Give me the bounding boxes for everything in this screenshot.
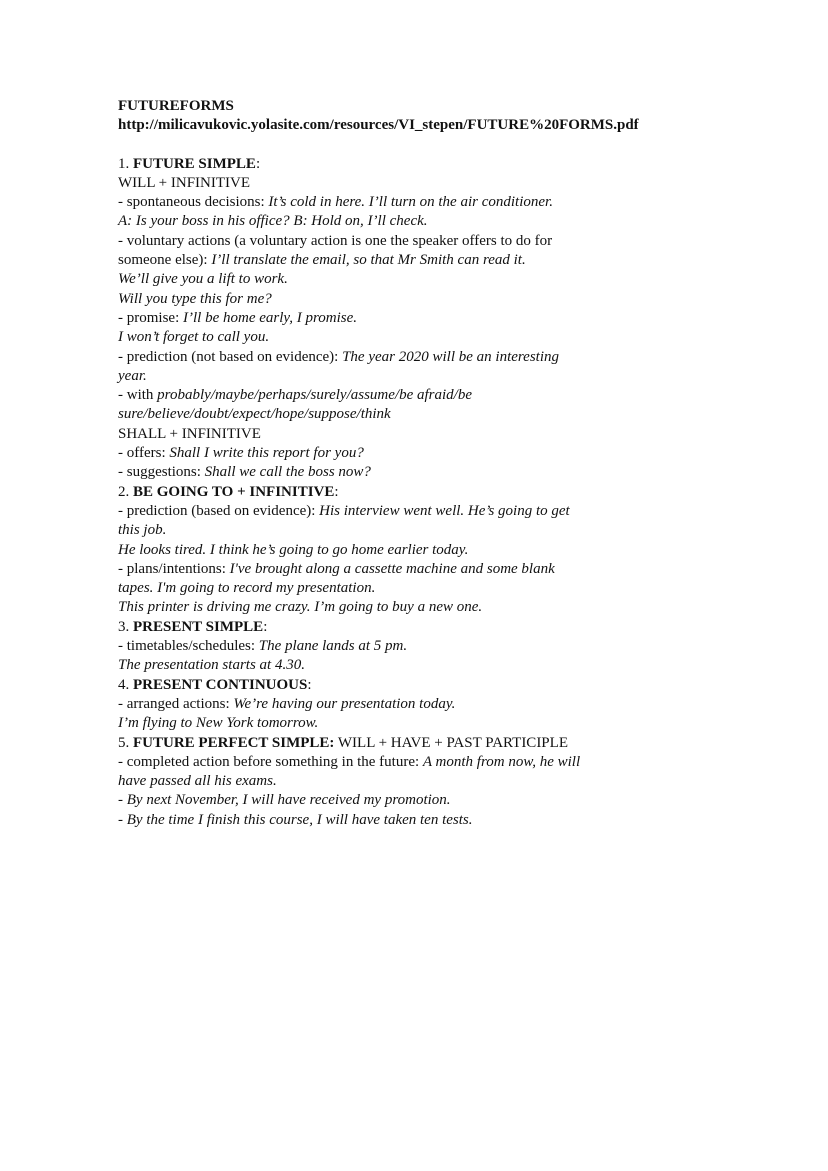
document-body — [118, 97, 718, 830]
section-5-heading — [118, 734, 718, 753]
section-number: 1. — [118, 155, 133, 172]
usage-label: - with — [118, 387, 158, 404]
example: This printer is driving me crazy. I’m going to buy a new one. — [118, 599, 483, 616]
example: Shall we call the boss now? — [204, 464, 371, 481]
example: I've brought along a cassette machine and some blank — [229, 560, 555, 577]
example-line — [118, 541, 718, 560]
usage-arranged — [118, 695, 718, 714]
usage-promise — [118, 309, 718, 328]
usage-spontaneous — [118, 193, 718, 212]
section-3-heading — [118, 618, 718, 637]
usage-label: - spontaneous decisions: — [118, 194, 269, 211]
usage-label: - completed action before something in the future: — [118, 753, 423, 770]
usage-label: - timetables/schedules: — [118, 638, 259, 655]
example: He looks tired. I think he’s going to go home earlier today. — [118, 541, 469, 558]
example: We’re having our presentation today. — [233, 695, 456, 712]
usage-label: - arranged actions: — [118, 695, 234, 712]
example-line — [118, 270, 718, 289]
example: Shall I write this report for you? — [169, 445, 364, 462]
example-line — [118, 772, 718, 791]
usage-voluntary: - voluntary actions (a voluntary action is one the speaker offers to do for — [118, 232, 553, 249]
usage-offers — [118, 444, 718, 463]
usage-plans — [118, 560, 718, 579]
example: probably/maybe/perhaps/surely/assume/be afraid/be — [157, 387, 472, 404]
example: tapes. I'm going to record my presentation. — [118, 580, 376, 597]
example-line — [118, 714, 718, 733]
usage-label: - prediction (based on evidence): — [118, 502, 320, 519]
usage-with-words — [118, 386, 718, 405]
example: The year 2020 will be an interesting — [342, 348, 560, 365]
heading-colon: : — [263, 618, 268, 635]
example: Will you type this for me? — [118, 290, 272, 307]
formula: WILL + HAVE + PAST PARTICIPLE — [334, 734, 568, 751]
usage-label: - plans/intentions: — [118, 560, 230, 577]
usage-suggestions — [118, 463, 718, 482]
example: - By the time I finish this course, I will have taken ten tests. — [118, 811, 473, 828]
usage-completed — [118, 753, 718, 772]
example: I’ll be home early, I promise. — [183, 309, 357, 326]
usage-label: - promise: — [118, 309, 183, 326]
usage-label: - prediction (not based on evidence): — [118, 348, 343, 365]
example: It’s cold in here. I’ll turn on the air conditioner. — [268, 194, 553, 211]
usage-label: someone else): — [118, 252, 212, 269]
section-number: 5. — [118, 734, 133, 751]
section-title: PRESENT SIMPLE — [133, 618, 264, 635]
example-line — [118, 811, 718, 830]
section-title: BE GOING TO + INFINITIVE — [133, 483, 335, 500]
usage-prediction — [118, 348, 718, 367]
example: A month from now, he will — [422, 753, 581, 770]
example: We’ll give you a lift to work. — [118, 271, 288, 288]
example: The plane lands at 5 pm. — [258, 638, 408, 655]
usage-timetables — [118, 637, 718, 656]
example-line — [118, 598, 718, 617]
example-line — [118, 328, 718, 347]
source-url: http://milicavukovic.yolasite.com/resources/VI_stepen/FUTURE%20FORMS.pdf — [118, 117, 639, 134]
example: sure/believe/doubt/expect/hope/suppose/think — [118, 406, 391, 423]
example: this job. — [118, 522, 167, 539]
example-line — [118, 290, 718, 309]
usage-label: - offers: — [118, 445, 170, 462]
section-title: FUTURE PERFECT SIMPLE: — [133, 734, 335, 751]
example-line — [118, 405, 718, 424]
section-4-heading — [118, 676, 718, 695]
formula-will-infinitive: WILL + INFINITIVE — [118, 174, 251, 191]
example-line — [118, 212, 718, 231]
usage-voluntary-cont — [118, 251, 718, 270]
example: I’ll translate the email, so that Mr Smith can read it. — [211, 252, 526, 269]
example-line — [118, 791, 718, 810]
example: have passed all his exams. — [118, 773, 277, 790]
formula-shall-infinitive: SHALL + INFINITIVE — [118, 425, 261, 442]
section-number: 2. — [118, 483, 133, 500]
example: I won’t forget to call you. — [118, 329, 270, 346]
usage-prediction-evidence — [118, 502, 718, 521]
example-line — [118, 367, 718, 386]
example: A: Is your boss in his office? B: Hold on, I’ll check. — [118, 213, 428, 230]
example-line — [118, 656, 718, 675]
heading-colon: : — [334, 483, 339, 500]
example: His interview went well. He’s going to get — [319, 502, 570, 519]
example: year. — [118, 367, 147, 384]
section-number: 3. — [118, 618, 133, 635]
example-line — [118, 579, 718, 598]
section-number: 4. — [118, 676, 133, 693]
section-1-heading — [118, 155, 718, 174]
usage-label: - suggestions: — [118, 464, 205, 481]
example-line — [118, 521, 718, 540]
example: - By next November, I will have received my promotion. — [118, 792, 451, 809]
heading-colon: : — [255, 155, 261, 172]
section-2-heading — [118, 483, 718, 502]
section-title: PRESENT CONTINUOUS — [133, 676, 308, 693]
section-title: FUTURE SIMPLE — [133, 155, 256, 172]
example: I’m flying to New York tomorrow. — [118, 715, 319, 732]
example: The presentation starts at 4.30. — [118, 657, 305, 674]
heading-colon: : — [307, 676, 312, 693]
document-title: FUTUREFORMS — [118, 98, 234, 114]
